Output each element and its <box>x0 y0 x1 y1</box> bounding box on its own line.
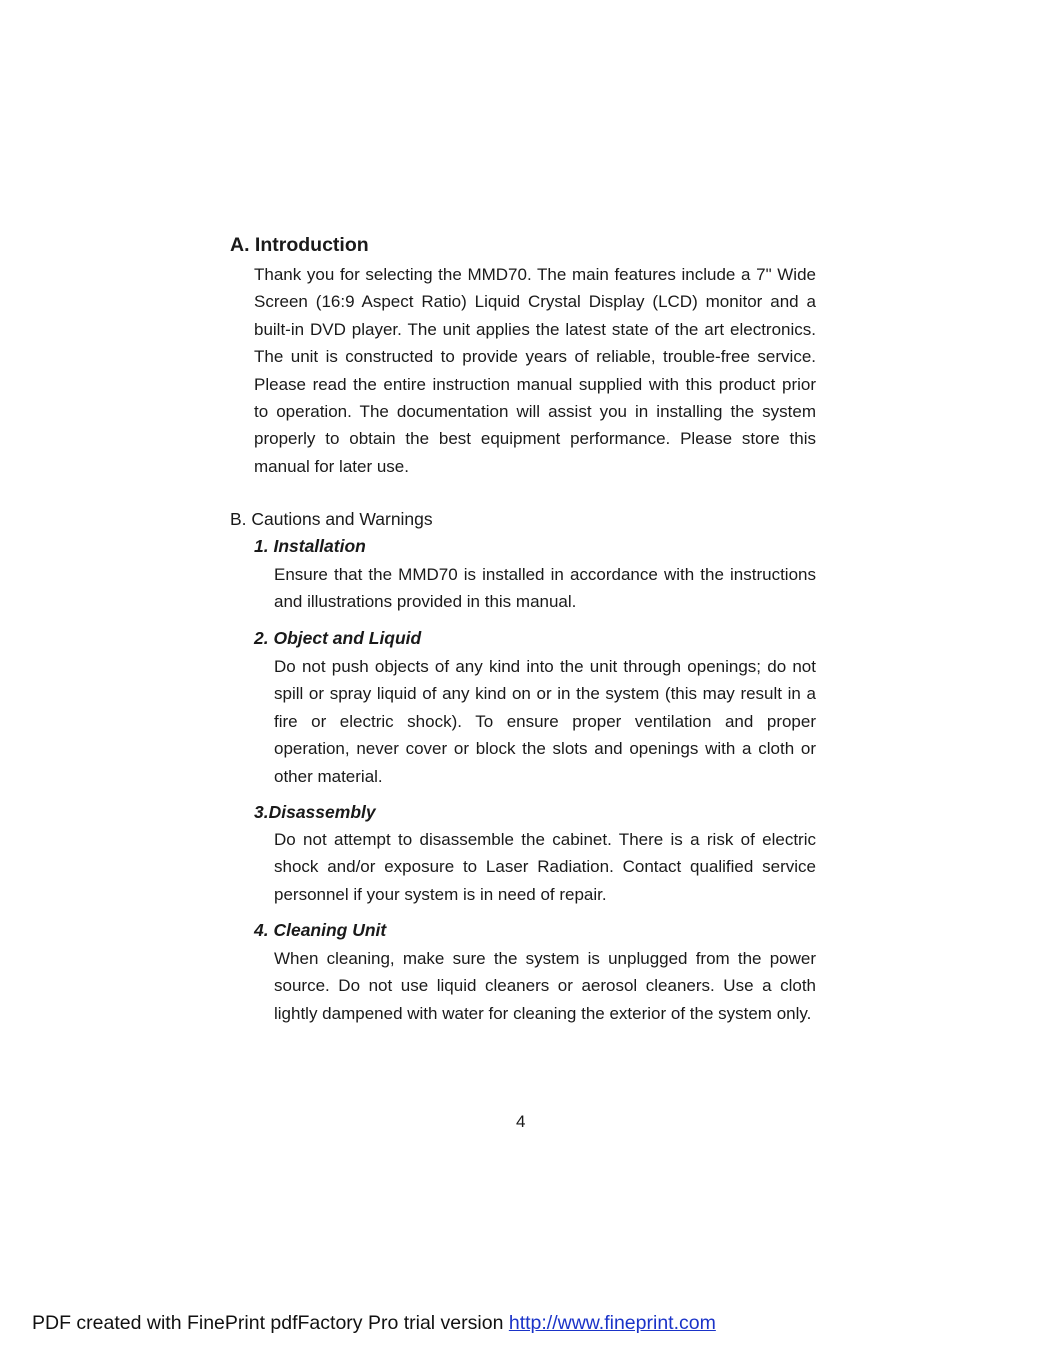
pdf-footer <box>32 1312 716 1335</box>
disassembly-paragraph: Do not attempt to disassemble the cabinet. There is a risk of electric shock and/or exposure to Laser Radiation. Contact qualified service personnel if your system is in need of repair. <box>274 830 816 904</box>
installation-heading: 1. Installation <box>254 536 366 556</box>
page-number: 4 <box>516 1112 526 1131</box>
introduction-paragraph: Thank you for selecting the MMD70. The main features include a 7" Wide Screen (16:9 Aspect Ratio) Liquid Crystal Display (LCD) monitor and a built-in DVD player. The unit applies the latest state of the art electronics. The unit is constructed to provide years of reliable, trouble-free service. Please read the entire instruction manual supplied with this product prior to operation. The documentation will assist you in installing the system properly to obtain the best equipment performance. Please store this manual for later use. <box>254 265 816 476</box>
object-liquid-heading: 2. Object and Liquid <box>254 628 422 648</box>
disassembly-heading: 3.Disassembly <box>254 802 376 822</box>
section-b-heading: B. Cautions and Warnings <box>230 509 433 529</box>
cleaning-unit-paragraph: When cleaning, make sure the system is unplugged from the power source. Do not use liquid cleaners or aerosol cleaners. Use a cloth lightly dampened with water for cleaning the exterior of the system only. <box>274 949 816 1023</box>
section-a-heading: A. Introduction <box>230 234 369 256</box>
footer-text: PDF created with FinePrint pdfFactory Pro trial version <box>32 1312 509 1334</box>
cleaning-unit-heading: 4. Cleaning Unit <box>254 920 387 940</box>
object-liquid-paragraph: Do not push objects of any kind into the unit through openings; do not spill or spray liquid of any kind on or in the system (this may result in a fire or electric shock). To ensure proper ventilation and proper operation, never cover or block the slots and openings with a cloth or other material. <box>274 657 816 786</box>
installation-paragraph: Ensure that the MMD70 is installed in accordance with the instructions and illustrations provided in this manual. <box>274 565 816 612</box>
footer-link[interactable]: http://www.fineprint.com <box>508 1312 716 1334</box>
